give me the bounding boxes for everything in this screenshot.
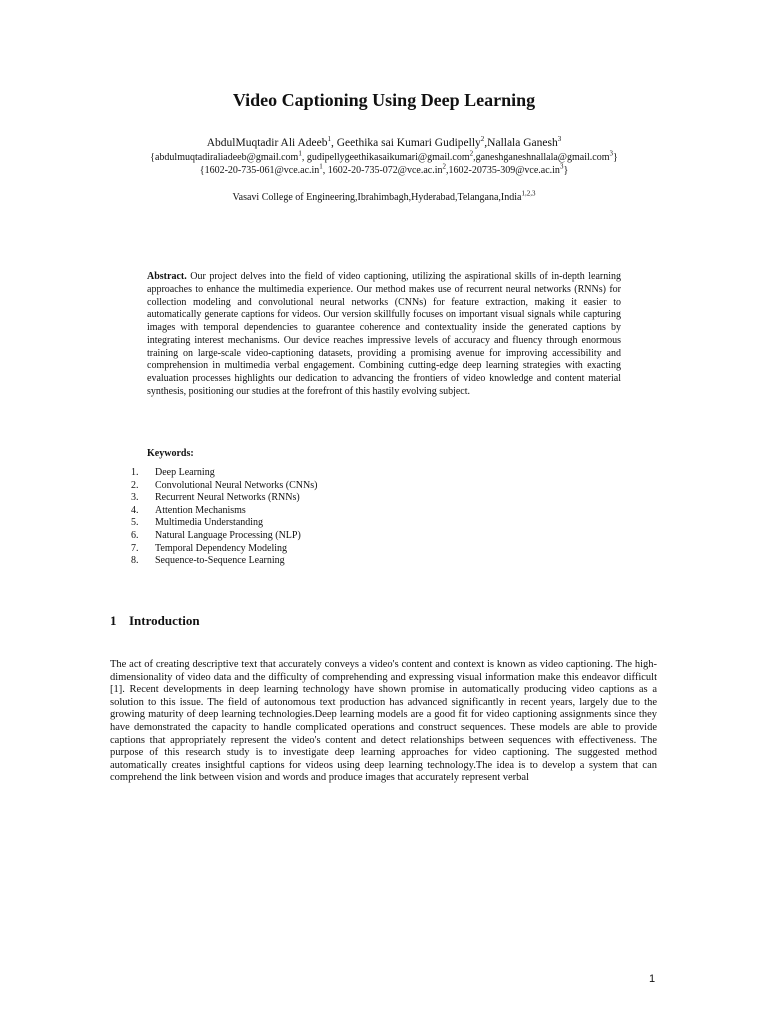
keyword-text: Temporal Dependency Modeling — [155, 542, 288, 554]
keyword-text: Deep Learning — [155, 467, 215, 478]
author-name: Geethika sai Kumari Gudipelly — [336, 137, 481, 149]
id-sep: , — [322, 165, 328, 176]
author-sep: , — [484, 137, 488, 149]
institutional-email[interactable]: 1602-20735-309@vce.ac.in — [448, 165, 560, 176]
author-email[interactable]: abdulmuqtadiraliadeeb@gmail.com — [154, 152, 299, 163]
page-number: 1 — [649, 973, 656, 985]
keyword-number: 2. — [131, 479, 139, 491]
keyword-number: 3. — [131, 492, 139, 504]
email-sep: , — [301, 152, 307, 163]
email-sup: 2 — [469, 149, 474, 158]
id-sup: 1 — [319, 162, 323, 171]
institutional-email[interactable]: 1602-20-735-072@vce.ac.in — [327, 165, 443, 176]
affiliation-text: Vasavi College of Engineering,Ibrahimbagh,Hyderabad,Telangana,India — [232, 192, 522, 203]
author-email[interactable]: ganeshganeshnallala@gmail.com — [475, 152, 610, 163]
institutional-email[interactable]: 1602-20-735-061@vce.ac.in — [204, 165, 320, 176]
abstract-text: Our project delves into the field of video captioning, utilizing the aspirational skills of in-depth learning approaches to enhance the multimedia experience. Our method makes use of recurrent neural networks (RNNs) for collection modeling and convolutional neural networks (CNNs) for feature extraction, making it easier to automatically generate captions for videos. Our version skillfully focuses on important visual signals while capturing images with temporal dependencies to guarantee coherence and contextuality inside the generated captions by integrating interest mechanisms. Our device reaches impressive levels of accuracy and fluency through enormous training on large-scale video-captioning datasets, providing a promising avenue for improving accessibility and comprehension in multimedia verbal engagement. Combining cutting-edge deep learning strategies with exacting evaluation processes highlights our dedication to advancing the frontiers of video knowledge and content material synthesis, positioning our studies at the forefront of this hastily evolving subject. — [147, 271, 621, 397]
keyword-item — [131, 530, 317, 543]
abstract-label: Abstract. — [147, 271, 187, 282]
brace-close: } — [563, 165, 569, 176]
keyword-item — [131, 480, 317, 493]
brace-open: { — [199, 165, 205, 176]
section-body: The act of creating descriptive text that accurately conveys a video's content and context is known as video captioning. The high-dimensionality of video data and the difficulty of comprehending and expressing visual information make this endeavor difficult [1]. Recent developments in deep learning technology have shown promise in automatically producing video captions as a solution to this issue. The field of autonomous text production has advanced significantly in recent years, largely due to the growing maturity of deep learning technologies.Deep learning models are a good fit for video captioning assignments since they have demonstrated the capacity to handle complicated operations and construct sequences. These models are able to provide captions that appropriately represent the video's content and detect relationships between sequences with effectiveness. The purpose of this research study is to investigate deep learning approaches for video captioning. The suggested method automatically creates insightful captions for videos using deep learning technology.The idea is to develop a system that can comprehend the link between vision and words and produce images that accurately represent verbal — [110, 659, 657, 784]
author-sep: , — [331, 137, 337, 149]
keyword-item — [131, 543, 317, 556]
brace-close: } — [613, 152, 618, 163]
email-line — [0, 151, 768, 164]
affiliation — [0, 191, 768, 204]
section-number: 1 — [110, 613, 117, 628]
keyword-text: Attention Mechanisms — [155, 504, 246, 516]
abstract — [147, 271, 621, 399]
author-name: Nallala Ganesh — [487, 137, 558, 149]
keyword-text: Natural Language Processing (NLP) — [155, 529, 301, 541]
paper-title: Video Captioning Using Deep Learning — [232, 90, 536, 110]
id-sep: , — [446, 165, 449, 176]
email-sup: 1 — [298, 149, 302, 158]
author-sup: 3 — [557, 135, 562, 144]
keyword-item — [131, 505, 317, 518]
author-email[interactable]: gudipellygeethikasaikumari@gmail.com — [306, 152, 470, 163]
keyword-number: 8. — [131, 555, 139, 567]
section-title: Introduction — [129, 613, 200, 628]
id-sup: 3 — [559, 162, 564, 171]
keyword-number: 4. — [131, 504, 139, 516]
keyword-text: Convolutional Neural Networks (CNNs) — [155, 479, 318, 491]
email-sup: 3 — [609, 149, 613, 158]
keyword-number: 7. — [131, 542, 139, 554]
author-sup: 1 — [327, 135, 331, 144]
keywords-list — [131, 467, 317, 568]
keyword-text: Multimedia Understanding — [155, 517, 264, 529]
keyword-number: 6. — [131, 529, 139, 541]
author-name: AbdulMuqtadir Ali Adeeb — [206, 137, 328, 149]
email-sep: , — [473, 152, 476, 163]
keyword-item — [131, 517, 317, 530]
keyword-text: Recurrent Neural Networks (RNNs) — [155, 492, 300, 504]
keyword-item — [131, 467, 317, 480]
author-line — [0, 136, 768, 150]
keyword-number: 5. — [131, 517, 139, 529]
keyword-number: 1. — [131, 467, 139, 478]
author-sup: 2 — [480, 135, 485, 144]
affiliation-sup: 1,2,3 — [521, 189, 536, 198]
keyword-item — [131, 492, 317, 505]
institutional-email-line — [0, 164, 768, 177]
keywords-heading: Keywords: — [147, 448, 194, 459]
section-heading — [110, 613, 200, 629]
keyword-text: Sequence-to-Sequence Learning — [155, 555, 285, 567]
keyword-item — [131, 555, 317, 568]
brace-open: { — [150, 152, 155, 163]
id-sup: 2 — [442, 162, 447, 171]
